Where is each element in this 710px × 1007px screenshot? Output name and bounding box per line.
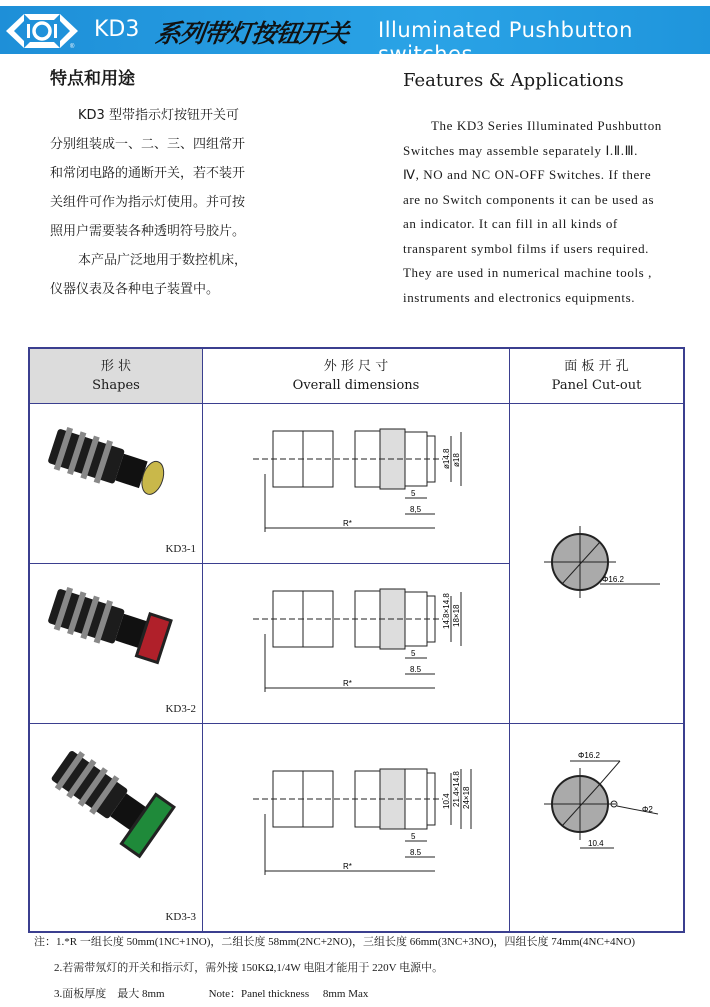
- notes: [34, 933, 635, 1007]
- header-banner: [0, 6, 710, 66]
- pin-hole-label: Φ2: [642, 805, 653, 814]
- bushing: [355, 431, 380, 487]
- text-line: 照用户需要装各种透明符号胶片。: [50, 224, 246, 239]
- dim-label-d: 8,5: [410, 505, 422, 514]
- text-line: Ⅳ, NO and NC ON-OFF Switches. If there: [403, 167, 652, 182]
- text-line: an indicator. It can fill in all kinds of: [403, 216, 618, 231]
- product-photo-kd3-2: [30, 564, 202, 719]
- text-line: are no Switch components it can be used as: [403, 191, 655, 207]
- dim-label-a: ø14.8: [442, 448, 451, 469]
- dim-label-b: 21.4×14.8: [452, 771, 461, 807]
- features-text-en: [403, 118, 662, 314]
- bushing: [355, 591, 380, 647]
- note-1: 注：1.*R 一组长度 50mm(1NC+1NO)，二组长度 58mm(2NC+2NO)，三组长度 66mm(3NC+3NO)，四组长度 74mm(4NC+4NO): [34, 936, 636, 948]
- header-dimensions: 外 形 尺 寸 Overall dimensions: [203, 348, 510, 404]
- text-line: instruments and electronics equipments.: [403, 289, 636, 305]
- cutout-dia-label: Φ16.2: [578, 751, 600, 760]
- product-photo-kd3-1: [30, 404, 202, 559]
- dimensions-cell: [203, 564, 510, 724]
- table-row: [29, 404, 684, 564]
- text-line: The KD3 Series Illuminated Pushbutton: [431, 118, 662, 133]
- text-line: They are used in numerical machine tools ,: [403, 265, 653, 280]
- cutout-drawing-round: [510, 407, 683, 717]
- dim-label-c: 5: [411, 489, 416, 498]
- text-line: Switches may assemble separately Ⅰ.Ⅱ.Ⅲ.: [403, 142, 639, 158]
- features-heading-cn: 特点和用途: [50, 69, 135, 89]
- shape-cell: [29, 724, 203, 933]
- dim-label-b: ø18: [452, 453, 461, 467]
- product-photo-kd3-3: [30, 724, 202, 927]
- leader-line: [600, 761, 620, 784]
- switch-body: [46, 425, 169, 502]
- dimension-drawing-kd3-2: [203, 564, 509, 719]
- model-label: KD3-3: [165, 911, 196, 923]
- model-name: KD3: [94, 17, 140, 42]
- text-line: 关组件可作为指示灯使用。并可按: [50, 195, 246, 210]
- model-label: KD3-2: [165, 703, 196, 715]
- table-header-row: [29, 348, 684, 404]
- dim-label-a: 10.4: [442, 793, 451, 809]
- dim-label-b: 18×18: [452, 604, 461, 627]
- cutout-dia-label: Φ16.2: [602, 574, 624, 584]
- note-3: 3.面板厚度 最大 8mm Note：Panel thickness 8mm Max: [54, 988, 369, 1000]
- shape-cell: [29, 404, 203, 564]
- note-2: 2.若需带氖灯的开关和指示灯，需外接 150KΩ,1/4W 电阻才能用于 220V 电源中。: [54, 962, 444, 974]
- dimensions-cell: [203, 724, 510, 933]
- dim-label-a: 14.8×14.8: [442, 593, 451, 629]
- header-cutout: 面 板 开 孔 Panel Cut-out: [510, 348, 685, 404]
- table-row: [29, 724, 684, 933]
- text-line: KD3 型带指示灯按钮开关可: [78, 108, 239, 123]
- header-shapes: 形 状 Shapes: [29, 348, 203, 404]
- switch-body: [44, 740, 174, 856]
- features-heading-en: Features & Applications: [403, 70, 624, 91]
- cutout-cell: [510, 724, 685, 933]
- offset-label: 10.4: [588, 839, 604, 848]
- cutout-drawing-with-pin: [510, 724, 683, 927]
- text-line: transparent symbol films if users required.: [403, 240, 650, 256]
- dimensions-cell: [203, 404, 510, 564]
- cutout-cell: [510, 404, 685, 724]
- bushing: [355, 771, 380, 827]
- features-text-cn: [50, 104, 247, 307]
- dim-label-r: R*: [343, 862, 352, 871]
- dim-label-r: R*: [343, 679, 352, 688]
- dim-label-c: 5: [411, 649, 416, 658]
- switch-body: [46, 585, 171, 663]
- spec-table: [28, 347, 685, 933]
- title-en: Illuminated Pushbutton switches: [378, 18, 633, 66]
- svg-text:®: ®: [70, 44, 75, 50]
- dimension-drawing-kd3-3: [203, 724, 509, 927]
- dim-label-r: R*: [343, 519, 352, 528]
- text-line: 仪器仪表及各种电子装置中。: [50, 282, 220, 297]
- dim-label-e: 24×18: [462, 786, 471, 809]
- dim-label-d: 8.5: [410, 665, 422, 674]
- shape-cell: [29, 564, 203, 724]
- text-line: 本产品广泛地用于数控机床，: [78, 253, 248, 268]
- brand-logo: [4, 12, 80, 50]
- dimension-drawing-kd3-1: [203, 404, 509, 559]
- text-line: 分别组装成一、二、三、四组常开: [50, 137, 246, 152]
- dim-label-c: 5: [411, 832, 416, 841]
- dim-label-d: 8.5: [410, 848, 422, 857]
- model-label: KD3-1: [165, 543, 196, 555]
- title-cn: 系列带灯按钮开关: [153, 19, 350, 48]
- text-line: 和常闭电路的通断开关，若不装开: [50, 166, 246, 181]
